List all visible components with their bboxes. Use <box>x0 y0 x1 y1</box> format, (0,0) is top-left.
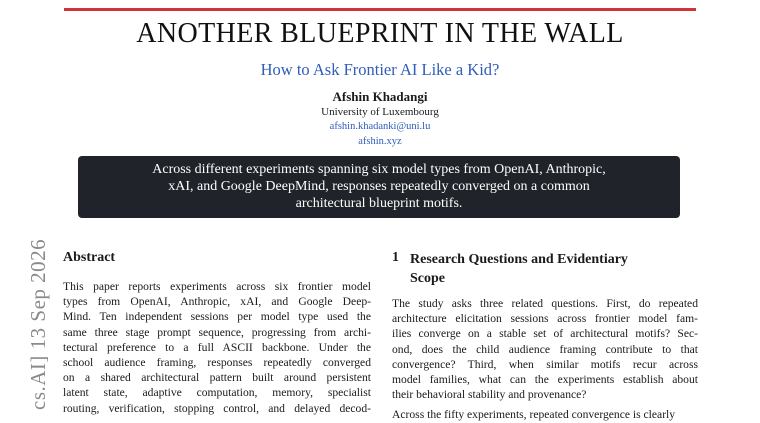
section-line: their behavioral stability and provenance? <box>392 388 587 402</box>
section-line: model families, what can the experiments establish about <box>392 373 698 387</box>
abstract-line: tectural preference to a full ASCII backbone. Under the <box>63 340 371 354</box>
section-title <box>410 250 700 288</box>
author-name: Afshin Khadangi <box>332 89 428 104</box>
author-affiliation: University of Luxembourg <box>321 106 439 118</box>
section-line: architecture elicitation sessions across frontier model fam- <box>392 312 698 326</box>
abstract-line: routing, verification, stopping control, and delayed decod- <box>63 401 371 415</box>
abstract-line: This paper reports experiments across six frontier model <box>63 280 371 293</box>
paper-subtitle: How to Ask Frontier AI Like a Kid? <box>260 60 500 79</box>
section-line: ond, does the child audience framing contribute to that <box>392 342 698 356</box>
section-line: Across the fifty experiments, repeated convergence is clearly <box>392 408 676 422</box>
abstract-heading: Abstract <box>63 250 116 265</box>
section-title-line: Scope <box>410 271 445 286</box>
paper-title: ANOTHER BLUEPRINT IN THE WALL <box>136 18 624 49</box>
abstract-body <box>63 279 371 416</box>
section-line: The study asks three related questions. First, do repeated <box>392 297 698 310</box>
abstract-line: types from OpenAI, Anthropic, xAI, and Google Deep- <box>63 295 371 309</box>
abstract-line: same three stage prompt sequence, progressing from archi- <box>63 325 371 339</box>
section-title-line: Research Questions and Evidentiary <box>410 252 628 267</box>
author-website-link[interactable]: afshin.xyz <box>358 136 402 147</box>
section-number: 1 <box>392 250 399 265</box>
title-top-rule <box>64 8 696 11</box>
banner-line: architectural blueprint motifs. <box>295 196 463 211</box>
key-finding-banner <box>78 156 680 218</box>
abstract-line: Mind. Ten independent sessions per model type used the <box>63 310 371 324</box>
abstract-line: school audience framing, responses repeatedly converged <box>63 356 371 370</box>
section-line: ilies converge on a stable set of architectural motifs? Sec- <box>392 327 698 341</box>
section-line: convergence? Third, when similar motifs recur across <box>392 357 698 371</box>
author-email-link[interactable]: afshin.khadanki@uni.lu <box>329 121 431 132</box>
abstract-line: on a shared architectural pattern built around persistent <box>63 371 371 385</box>
banner-line: xAI, and Google DeepMind, responses repeatedly converged on a common <box>168 179 590 194</box>
section-body <box>392 296 698 423</box>
banner-line: Across different experiments spanning six model types from OpenAI, Anthropic, <box>152 162 606 177</box>
abstract-line: latent state, adaptive computation, memory, specialist <box>63 386 371 400</box>
arxiv-sidebar-stamp: cs.AI] 13 Sep 2026 <box>26 238 50 410</box>
